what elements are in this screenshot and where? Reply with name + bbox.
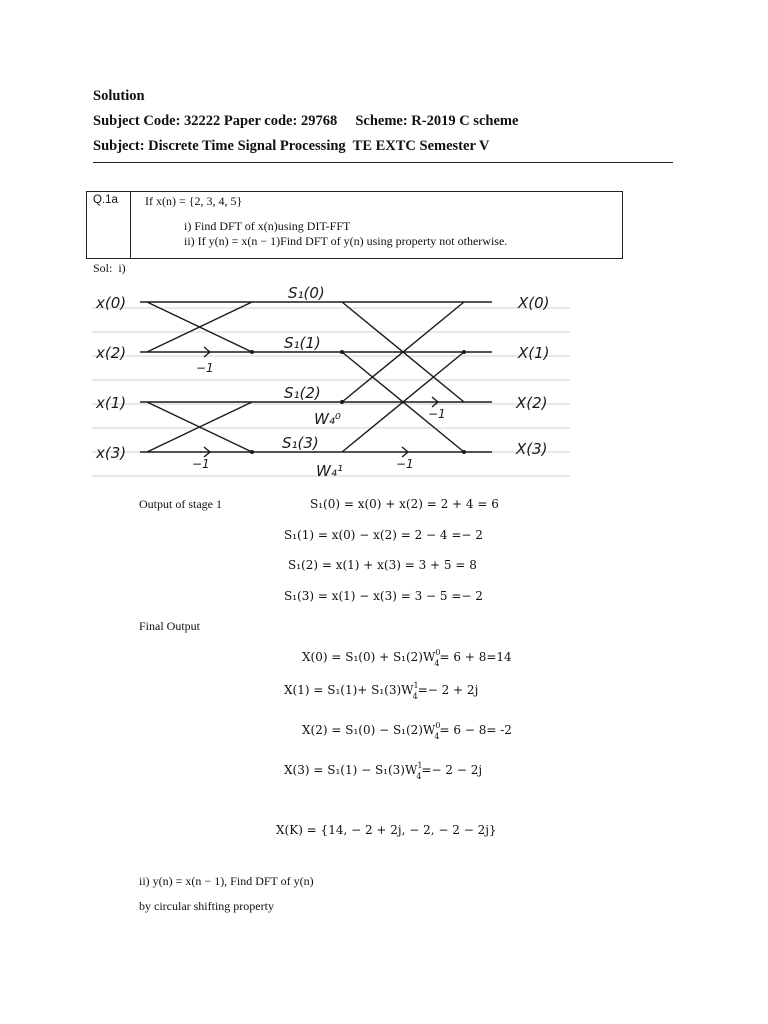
minus-one-label: −1 <box>192 457 210 471</box>
final-output-label: Final Output <box>139 619 201 633</box>
output-label: X(3) <box>516 440 548 458</box>
minus-one-label: −1 <box>196 361 214 375</box>
subject-line: Subject: Discrete Time Signal Processing TE EXTC Semester V <box>93 138 490 154</box>
stage-label: S₁(1) <box>284 334 321 352</box>
question-stem: If x(n) = {2, 3, 4, 5} <box>145 194 243 208</box>
twiddle-label: W₄⁰ <box>314 410 341 428</box>
subject-code-line: Subject Code: 32222 Paper code: 29768 Scheme: R-2019 C scheme <box>93 113 519 129</box>
part-ii-method: by circular shifting property <box>139 899 274 913</box>
ruled-lines <box>92 308 570 476</box>
minus-one-label: −1 <box>428 407 446 421</box>
stage1-equation: S₁(0) = x(0) + x(2) = 2 + 4 = 6 <box>310 497 499 511</box>
question-part-ii: ii) If y(n) = x(n − 1)Find DFT of y(n) using property not otherwise. <box>184 234 508 248</box>
output-label: X(1) <box>518 344 550 362</box>
header-rule <box>93 162 673 163</box>
input-label: x(0) <box>96 294 127 312</box>
final-equation: $X(2) = S_1(0) - S_1(2)W^0_4= 6 - 8= -2$ <box>302 721 512 741</box>
stage-label: S₁(3) <box>282 434 319 452</box>
stage1-equation: S₁(2) = x(1) + x(3) = 3 + 5 = 8 <box>288 558 477 572</box>
stage1-label: Output of stage 1 <box>139 497 222 511</box>
final-equation: $X(1) = S_1(1)+ S_1(3)W^1_4=- 2 + 2j$ <box>284 681 479 701</box>
question-divider <box>130 192 131 258</box>
final-equation: $X(3) = S_1(1) - S_1(3)W^1_4=- 2 - 2j$ <box>284 761 483 781</box>
doc-title: Solution <box>93 88 145 104</box>
twiddle-label: W₄¹ <box>316 462 343 480</box>
input-label: x(3) <box>96 444 127 462</box>
stage-label: S₁(2) <box>284 384 321 402</box>
final-equation: $X(0) = S_1(0) + S_1(2)W^0_4= 6 + 8=14$ <box>302 648 512 668</box>
question-number: Q.1a <box>93 194 118 206</box>
input-label: x(1) <box>96 394 127 412</box>
input-label: x(2) <box>96 344 127 362</box>
question-box <box>86 191 623 259</box>
stage1-equation: S₁(1) = x(0) − x(2) = 2 − 4 =− 2 <box>284 528 483 542</box>
question-part-i: i) Find DFT of x(n)using DIT-FFT <box>184 219 351 233</box>
butterfly-diagram <box>92 282 570 482</box>
solution-label: Sol: i) <box>93 261 126 275</box>
output-label: X(0) <box>518 294 550 312</box>
dft-result: X(K) = {14, − 2 + 2j, − 2, − 2 − 2j} <box>276 823 497 837</box>
minus-one-label: −1 <box>396 457 414 471</box>
part-ii-statement: ii) y(n) = x(n − 1), Find DFT of y(n) <box>139 874 314 888</box>
stage1-equation: S₁(3) = x(1) − x(3) = 3 − 5 =− 2 <box>284 589 483 603</box>
output-label: X(2) <box>516 394 548 412</box>
stage-label: S₁(0) <box>288 284 325 302</box>
